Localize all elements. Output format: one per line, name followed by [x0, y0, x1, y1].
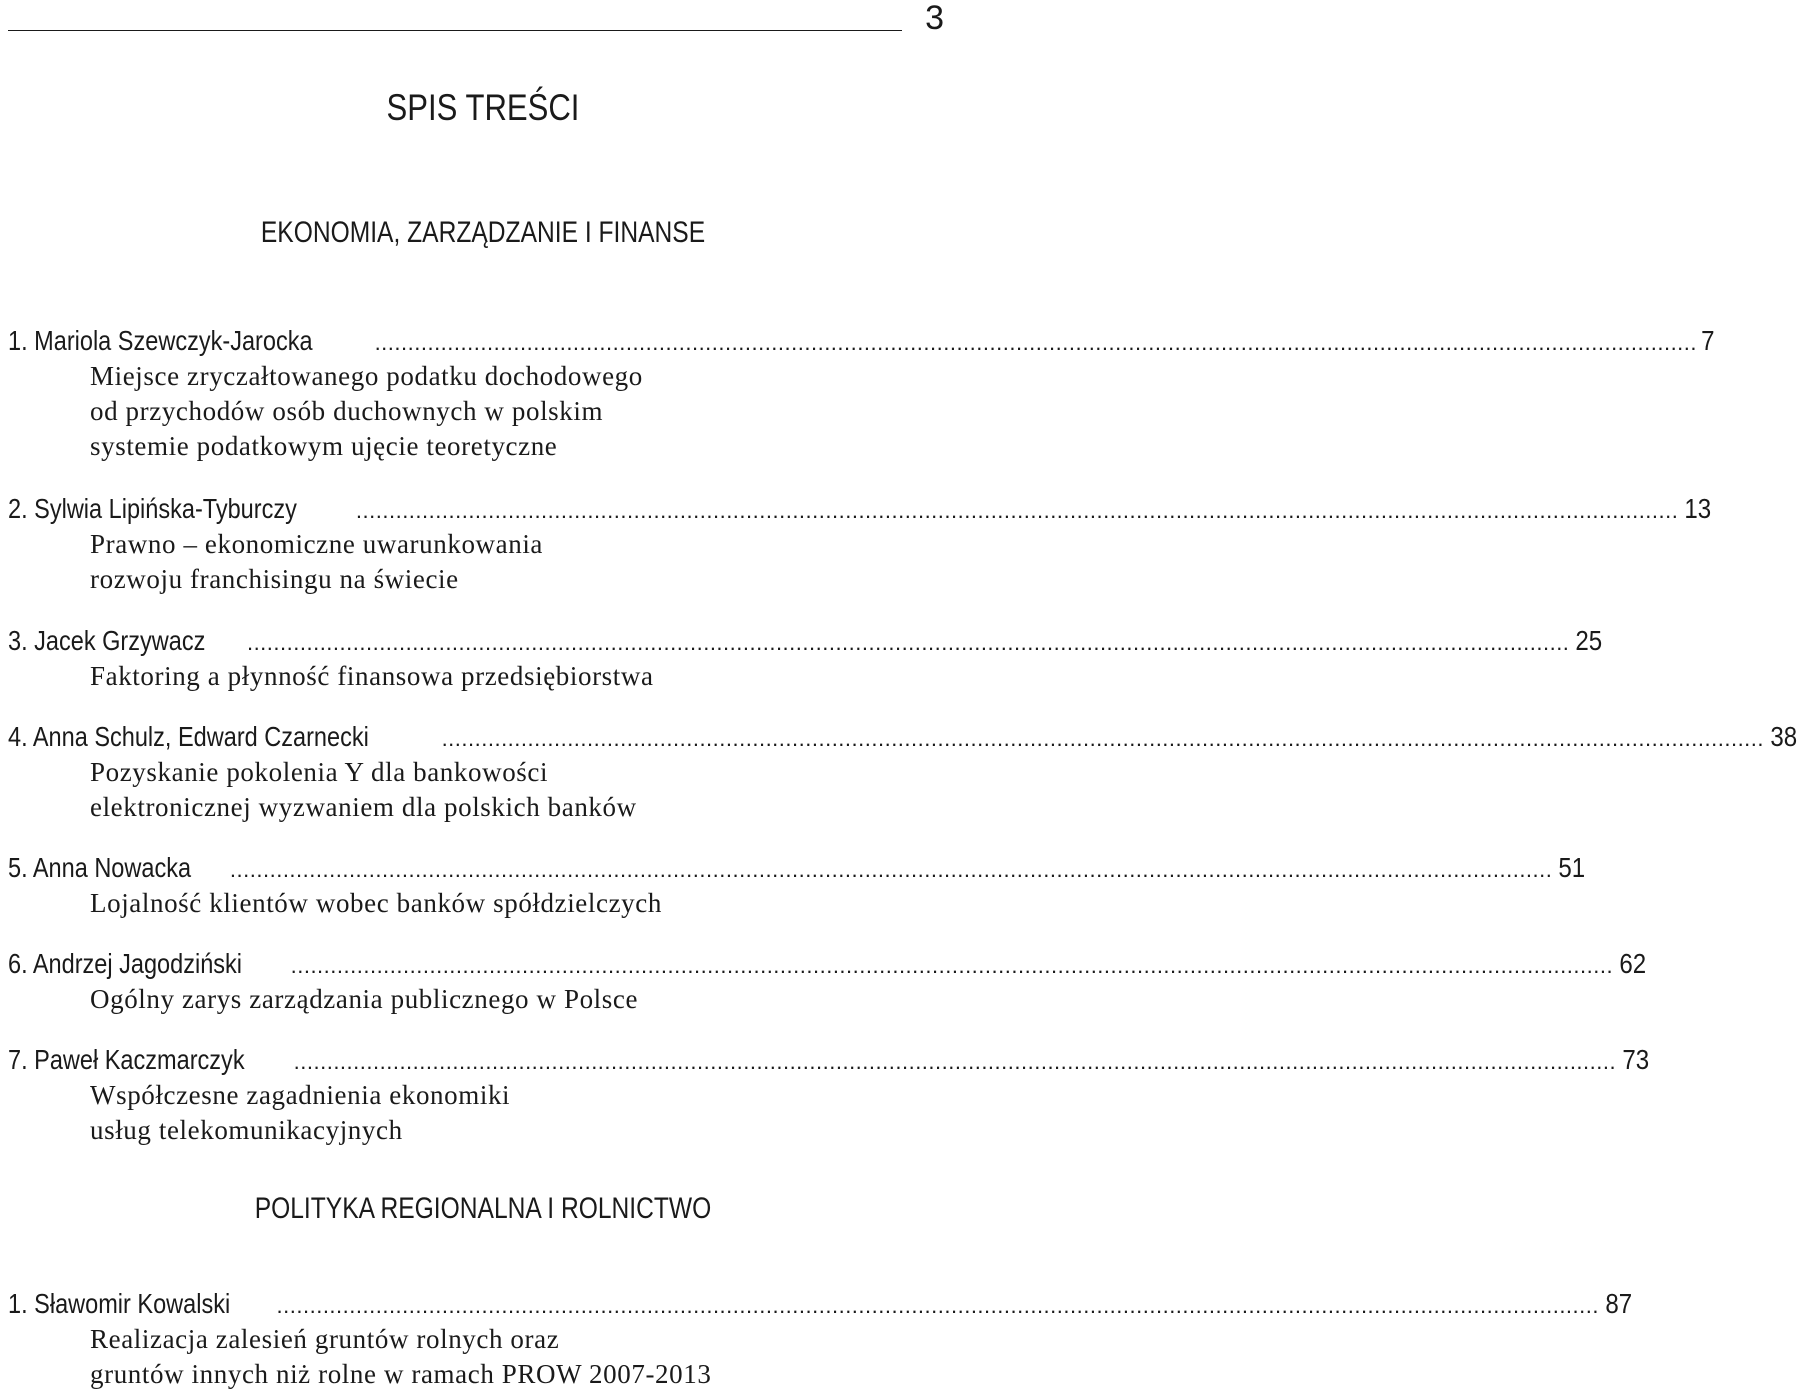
entry-page-number: 62: [1619, 948, 1647, 979]
toc-entry[interactable]: [8, 623, 1603, 694]
entry-author: 5. Anna Nowacka: [8, 852, 192, 883]
toc-entry[interactable]: [8, 323, 1715, 464]
description-line: rozwoju franchisingu na świecie: [90, 564, 459, 594]
page-number: 3: [925, 0, 944, 37]
dot-leader: ........................................................................................................................................................................................................: [246, 630, 1570, 655]
entry-page-number: 7: [1701, 325, 1715, 356]
description-line: Ogólny zarys zarządzania publicznego w Polsce: [90, 984, 639, 1014]
entry-description: [90, 982, 958, 1017]
entry-page-number: 73: [1622, 1044, 1650, 1075]
toc-entry[interactable]: [8, 1042, 1650, 1148]
entry-description: [90, 886, 958, 921]
entry-author: 6. Andrzej Jagodziński: [8, 948, 243, 979]
description-line: Prawno – ekonomiczne uwarunkowania: [90, 529, 544, 559]
description-line: usług telekomunikacyjnych: [90, 1115, 403, 1145]
description-line: gruntów innych niż rolne w ramach PROW 2007-2013: [90, 1359, 712, 1389]
entry-author: 1. Mariola Szewczyk-Jarocka: [8, 325, 313, 356]
entry-page-number: 87: [1605, 1288, 1633, 1319]
dot-leader: ........................................................................................................................................................................................................: [276, 1293, 1599, 1318]
dot-leader: ........................................................................................................................................................................................................: [374, 330, 1698, 355]
entry-heading-line: [8, 623, 1603, 659]
entry-author: 2. Sylwia Lipińska-Tyburczy: [8, 493, 297, 524]
entry-heading-line: [8, 323, 1715, 359]
entry-author: 1. Sławomir Kowalski: [8, 1288, 231, 1319]
entry-heading-line: [8, 946, 1647, 982]
toc-entry[interactable]: [8, 946, 1647, 1017]
entry-description: [90, 527, 958, 597]
entry-description: [90, 755, 958, 825]
section-heading-regional: POLITYKA REGIONALNA I ROLNICTWO: [254, 1192, 712, 1225]
description-line: Miejsce zryczałtowanego podatku dochodowego: [90, 361, 643, 391]
description-line: elektronicznej wyzwaniem dla polskich banków: [90, 792, 637, 822]
toc-entry[interactable]: [8, 850, 1586, 921]
entry-heading-line: [8, 491, 1712, 527]
entry-author: 4. Anna Schulz, Edward Czarnecki: [8, 721, 369, 752]
dot-leader: ........................................................................................................................................................................................................: [229, 857, 1553, 882]
entry-description: [90, 359, 958, 464]
entry-page-number: 51: [1558, 852, 1586, 883]
entry-page-number: 38: [1770, 721, 1797, 752]
header-rule: [8, 30, 902, 31]
entry-page-number: 25: [1575, 625, 1603, 656]
description-line: Faktoring a płynność finansowa przedsiębiorstwa: [90, 661, 654, 691]
description-line: Pozyskanie pokolenia Y dla bankowości: [90, 757, 549, 787]
entry-page-number: 13: [1684, 493, 1712, 524]
section-heading-economics: EKONOMIA, ZARZĄDZANIE I FINANSE: [260, 216, 706, 249]
entry-heading-line: [8, 850, 1586, 886]
toc-entry[interactable]: [8, 719, 1797, 825]
dot-leader: ........................................................................................................................................................................................................: [355, 498, 1679, 523]
dot-leader: ........................................................................................................................................................................................................: [293, 1049, 1617, 1074]
dot-leader: ........................................................................................................................................................................................................: [290, 953, 1614, 978]
entry-heading-line: [8, 1042, 1650, 1078]
entry-heading-line: [8, 719, 1797, 755]
entry-heading-line: [8, 1286, 1633, 1322]
toc-title: SPIS TREŚCI: [386, 87, 580, 128]
description-line: od przychodów osób duchownych w polskim: [90, 396, 604, 426]
entry-description: [90, 659, 958, 694]
description-line: systemie podatkowym ujęcie teoretyczne: [90, 431, 558, 461]
entry-author: 3. Jacek Grzywacz: [8, 625, 206, 656]
toc-entry[interactable]: [8, 1286, 1633, 1392]
description-line: Współczesne zagadnienia ekonomiki: [90, 1080, 511, 1110]
entry-description: [90, 1322, 958, 1392]
description-line: Lojalność klientów wobec banków spółdzielczych: [90, 888, 662, 918]
entry-author: 7. Paweł Kaczmarczyk: [8, 1044, 245, 1075]
entry-description: [90, 1078, 958, 1148]
toc-entry[interactable]: [8, 491, 1712, 597]
dot-leader: ........................................................................................................................................................................................................: [441, 726, 1765, 751]
description-line: Realizacja zalesień gruntów rolnych oraz: [90, 1324, 560, 1354]
